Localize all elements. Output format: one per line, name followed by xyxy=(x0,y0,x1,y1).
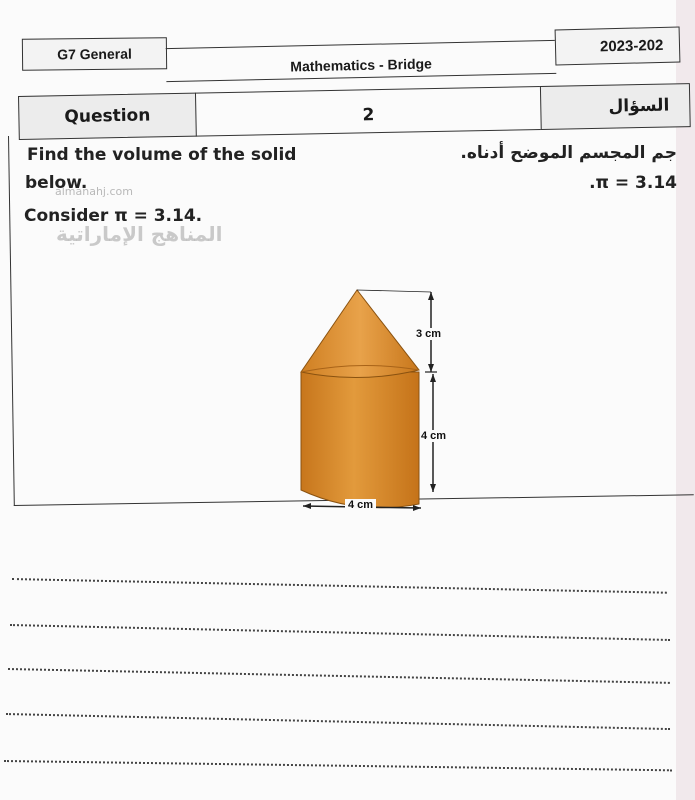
year-cell xyxy=(555,26,681,65)
answer-line xyxy=(10,624,670,641)
prompt-en-line3: Consider π = 3.14. xyxy=(24,206,203,226)
answer-line xyxy=(4,760,672,771)
grade-label: G7 General xyxy=(57,45,132,63)
prompt-en-line1: Find the volume of the solid xyxy=(27,145,297,165)
cone-cylinder-drawing xyxy=(285,280,465,520)
cylinder-height-label: 4 cm xyxy=(421,430,447,442)
answer-line xyxy=(6,713,670,730)
question-label: Question xyxy=(64,105,151,128)
watermark-name: المناهج الإماراتية xyxy=(56,222,223,246)
prompt-ar-line2: .π = 3.14 xyxy=(589,173,677,193)
cone-body xyxy=(301,290,419,378)
question-label-ar: السؤال xyxy=(608,95,670,117)
answer-line xyxy=(8,668,670,684)
year-label: 2023-202 xyxy=(599,36,664,55)
question-number: 2 xyxy=(362,105,375,126)
prompt-ar-line1: جم المجسم الموضح أدناه. xyxy=(460,143,677,163)
grade-cell xyxy=(22,37,167,71)
subject-label: Mathematics - Bridge xyxy=(290,55,433,75)
cone-height-label: 3 cm xyxy=(416,328,442,340)
solid-figure xyxy=(285,280,465,520)
diameter-label: 4 cm xyxy=(345,499,376,511)
cylinder-body xyxy=(301,372,419,508)
question-label-ar-cell xyxy=(540,83,691,130)
prompt-en-line2: below. xyxy=(25,173,88,193)
answer-line xyxy=(12,578,667,594)
watermark-site: almanahj.com xyxy=(55,185,133,198)
subject-cell xyxy=(166,40,557,82)
